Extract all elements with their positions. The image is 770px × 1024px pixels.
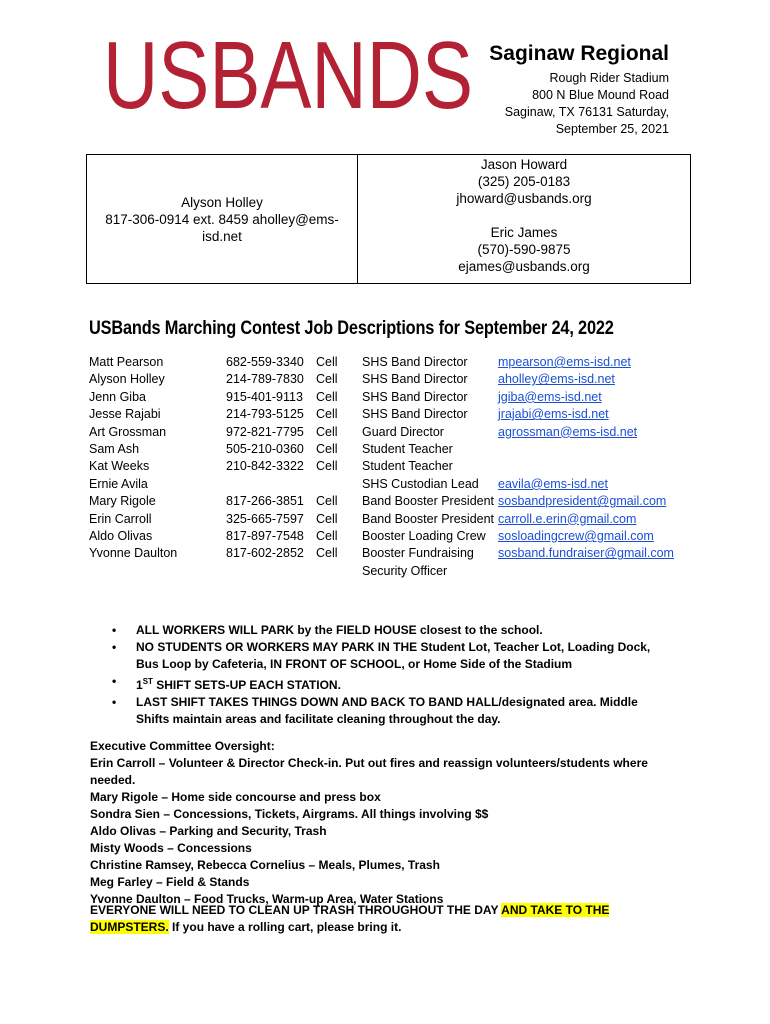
contact-cell-host bbox=[87, 155, 358, 283]
note-text: NO STUDENTS OR WORKERS MAY PARK IN THE Student Lot, Teacher Lot, Loading Dock, Bus Loop by Cafeteria, IN FRONT OF SCHOOL, or Home Side of the Stadium bbox=[136, 640, 651, 671]
note-text-superscript: ST bbox=[142, 677, 153, 686]
staff-name: Ernie Avila bbox=[89, 476, 148, 491]
address-line: Rough Rider Stadium bbox=[549, 71, 669, 85]
staff-phone: 325-665-7597 bbox=[226, 511, 304, 526]
staff-email-link[interactable]: agrossman@ems-isd.net bbox=[498, 424, 638, 439]
host-name: Alyson Holley bbox=[181, 194, 263, 210]
contact-cell-usbands bbox=[358, 155, 690, 283]
contact-phone: (570)-590-9875 bbox=[477, 242, 571, 257]
event-address bbox=[505, 70, 669, 138]
staff-email-link[interactable]: carroll.e.erin@gmail.com bbox=[498, 511, 637, 526]
staff-phone-type: Cell bbox=[316, 372, 338, 387]
bullet-icon: • bbox=[112, 674, 117, 688]
staff-phone: 214-793-5125 bbox=[226, 407, 304, 422]
note-text: LAST SHIFT TAKES THINGS DOWN AND BACK TO BAND HALL/designated area. Middle Shifts maintain areas and facilitate cleaning throughout the day. bbox=[136, 695, 638, 726]
contact-table bbox=[86, 154, 691, 284]
final-text: EVERYONE WILL NEED TO CLEAN UP TRASH THROUGHOUT THE DAY bbox=[90, 903, 502, 917]
exec-heading: Executive Committee Oversight: bbox=[90, 739, 275, 753]
staff-role: Student Teacher bbox=[362, 459, 453, 474]
staff-phone-type: Cell bbox=[316, 407, 338, 422]
staff-phone-type: Cell bbox=[316, 355, 338, 369]
staff-email-link[interactable]: mpearson@ems-isd.net bbox=[498, 355, 631, 369]
final-notice bbox=[90, 902, 690, 936]
contact-name: Jason Howard bbox=[480, 157, 568, 172]
staff-phone-type: Cell bbox=[316, 442, 338, 456]
staff-phone: 682-559-3340 bbox=[226, 355, 304, 369]
staff-role: Band Booster President bbox=[362, 511, 495, 526]
staff-role: SHS Custodian Lead bbox=[362, 476, 479, 491]
staff-phone: 817-266-3851 bbox=[226, 494, 304, 509]
staff-role: SHS Band Director bbox=[362, 372, 468, 387]
staff-name: Mary Rigole bbox=[89, 494, 156, 509]
event-title: Saginaw Regional bbox=[489, 42, 669, 65]
bullet-icon: • bbox=[112, 695, 117, 709]
exec-line: Sondra Sien – Concessions, Tickets, Airgrams. All things involving $$ bbox=[90, 807, 489, 821]
staff-role: Security Officer bbox=[362, 563, 448, 578]
contact-email: ejames@usbands.org bbox=[458, 259, 590, 274]
note-text: SHIFT SETS-UP EACH STATION. bbox=[152, 678, 341, 692]
staff-phone: 210-842-3322 bbox=[226, 459, 304, 474]
staff-email-link[interactable]: jgiba@ems-isd.net bbox=[498, 389, 602, 404]
staff-phone: 817-602-2852 bbox=[226, 546, 304, 561]
staff-name: Jesse Rajabi bbox=[89, 407, 161, 422]
contact-name: Eric James bbox=[490, 225, 558, 240]
staff-name: Matt Pearson bbox=[89, 355, 164, 369]
staff-email-link[interactable]: eavila@ems-isd.net bbox=[498, 476, 608, 491]
notes-list bbox=[112, 622, 672, 728]
staff-name: Sam Ash bbox=[89, 442, 140, 456]
staff-phone-type: Cell bbox=[316, 511, 338, 526]
section-title: USBands Marching Contest Job Descriptions for September 24, 2022 bbox=[89, 318, 614, 339]
final-text: If you have a rolling cart, please bring it. bbox=[168, 920, 402, 934]
staff-name: Jenn Giba bbox=[89, 389, 146, 404]
note-item bbox=[112, 622, 672, 639]
exec-line: Erin Carroll – Volunteer & Director Check-in. Put out fires and reassign volunteers/students where needed. bbox=[90, 756, 648, 787]
staff-phone-type: Cell bbox=[316, 389, 338, 404]
contact-email: jhoward@usbands.org bbox=[456, 191, 592, 206]
staff-phone-type: Cell bbox=[316, 459, 338, 474]
staff-phone: 915-401-9113 bbox=[226, 389, 303, 404]
staff-role: Booster Fundraising bbox=[362, 546, 474, 561]
note-text: ALL WORKERS WILL PARK by the FIELD HOUSE closest to the school. bbox=[136, 623, 543, 637]
staff-phone: 505-210-0360 bbox=[226, 442, 304, 456]
staff-phone-type: Cell bbox=[316, 424, 338, 439]
staff-phone-type: Cell bbox=[316, 546, 338, 561]
staff-role: Student Teacher bbox=[362, 442, 453, 456]
staff-phone-type: Cell bbox=[316, 529, 338, 543]
exec-line: Christine Ramsey, Rebecca Cornelius – Meals, Plumes, Trash bbox=[90, 858, 440, 872]
staff-name: Yvonne Daulton bbox=[89, 546, 178, 561]
staff-role: SHS Band Director bbox=[362, 407, 468, 422]
staff-email-link[interactable]: sosbandpresident@gmail.com bbox=[498, 494, 667, 509]
staff-role: Band Booster President bbox=[362, 494, 495, 509]
staff-email-link[interactable]: jrajabi@ems-isd.net bbox=[498, 407, 609, 422]
logo-text: USBANDS bbox=[103, 36, 473, 114]
usbands-logo bbox=[103, 36, 475, 114]
staff-phone: 972-821-7795 bbox=[226, 424, 304, 439]
contact-phone: (325) 205-0183 bbox=[477, 174, 571, 189]
exec-line: Misty Woods – Concessions bbox=[90, 841, 252, 855]
staff-name: Kat Weeks bbox=[89, 459, 150, 474]
note-item bbox=[112, 694, 672, 728]
bullet-icon: • bbox=[112, 640, 117, 654]
final-highlight: AND TAKE TO THE DUMPSTERS. bbox=[90, 903, 610, 934]
staff-role: SHS Band Director bbox=[362, 355, 468, 369]
address-line: September 25, 2021 bbox=[555, 122, 669, 136]
staff-phone: 817-897-7548 bbox=[226, 529, 304, 543]
staff-role: Guard Director bbox=[362, 424, 444, 439]
staff-phone: 214-789-7830 bbox=[226, 372, 304, 387]
exec-line: Mary Rigole – Home side concourse and press box bbox=[90, 790, 381, 804]
staff-email-link[interactable]: sosband.fundraiser@gmail.com bbox=[498, 546, 674, 561]
note-item bbox=[112, 673, 672, 694]
executive-committee bbox=[90, 738, 690, 908]
address-line: 800 N Blue Mound Road bbox=[532, 88, 669, 102]
staff-role: SHS Band Director bbox=[362, 389, 468, 404]
note-text-number: 1 bbox=[136, 678, 143, 692]
staff-email-link[interactable]: aholley@ems-isd.net bbox=[498, 372, 615, 387]
staff-phone-type: Cell bbox=[316, 494, 338, 509]
exec-line: Yvonne Daulton – Food Trucks, Warm-up Area, Water Stations bbox=[90, 892, 444, 906]
exec-line: Meg Farley – Field & Stands bbox=[90, 875, 250, 889]
staff-name: Erin Carroll bbox=[89, 511, 152, 526]
bullet-icon: • bbox=[112, 623, 117, 637]
note-item bbox=[112, 639, 672, 673]
staff-name: Aldo Olivas bbox=[89, 529, 153, 543]
host-detail: 817-306-0914 ext. 8459 aholley@ems-isd.net bbox=[105, 211, 339, 244]
address-line: Saginaw, TX 76131 Saturday, bbox=[504, 105, 669, 119]
staff-name: Art Grossman bbox=[89, 424, 167, 439]
exec-line: Aldo Olivas – Parking and Security, Trash bbox=[90, 824, 327, 838]
staff-role: Booster Loading Crew bbox=[362, 529, 486, 543]
staff-email-link[interactable]: sosloadingcrew@gmail.com bbox=[498, 529, 654, 543]
staff-name: Alyson Holley bbox=[89, 372, 165, 387]
